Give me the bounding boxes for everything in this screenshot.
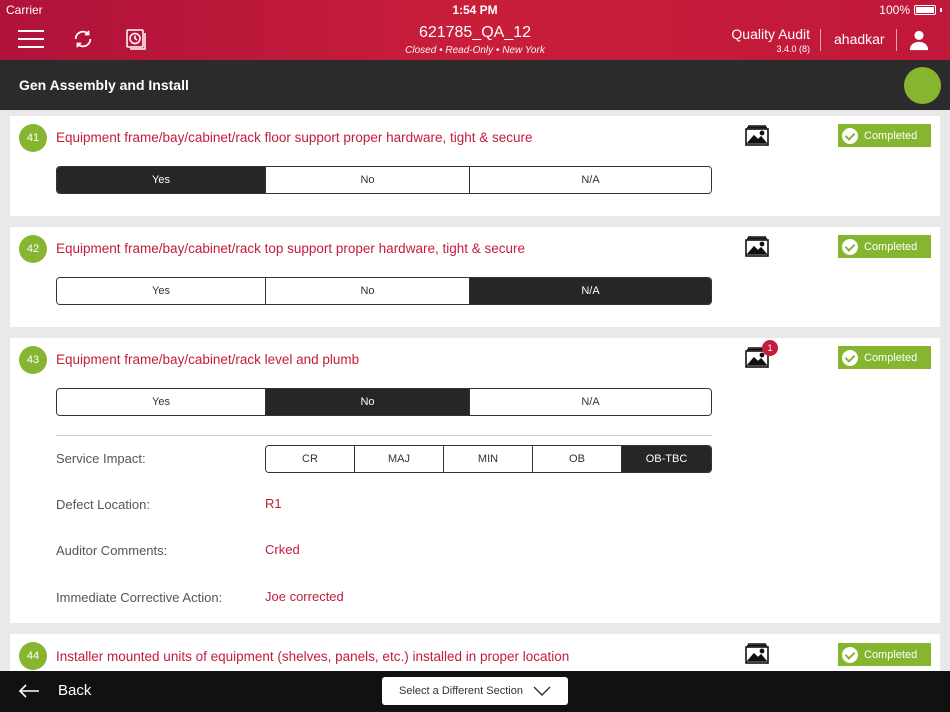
- app-info: [731, 26, 810, 54]
- defect-location-value[interactable]: R1: [265, 496, 282, 511]
- header-divider: [820, 29, 821, 51]
- answer-no[interactable]: No: [266, 389, 470, 415]
- answer-no[interactable]: No: [266, 167, 470, 193]
- question-number: 42: [19, 235, 47, 263]
- section-select-button[interactable]: [382, 677, 568, 705]
- impact-cr[interactable]: CR: [266, 446, 355, 472]
- status-label: Completed: [864, 351, 918, 364]
- arrow-left-icon: [18, 684, 40, 698]
- question-card: [10, 227, 940, 327]
- bottom-bar: [0, 671, 950, 712]
- service-impact-label: Service Impact:: [56, 451, 146, 466]
- battery-indicator: [879, 3, 942, 17]
- app-version: 3.4.0 (8): [776, 44, 810, 54]
- answer-yes[interactable]: Yes: [57, 167, 266, 193]
- chevron-down-icon: [533, 686, 551, 696]
- impact-ob-tbc[interactable]: OB-TBC: [622, 446, 711, 472]
- answer-yes[interactable]: Yes: [57, 278, 266, 304]
- battery-tip: [940, 8, 942, 12]
- defect-location-label: Defect Location:: [56, 497, 150, 512]
- answer-yes[interactable]: Yes: [57, 389, 266, 415]
- question-text: Equipment frame/bay/cabinet/rack floor support proper hardware, tight & secure: [56, 130, 533, 145]
- service-impact-control: [265, 445, 712, 473]
- battery-percent: 100%: [879, 3, 910, 17]
- user-icon[interactable]: [908, 29, 930, 51]
- question-text: Equipment frame/bay/cabinet/rack top support proper hardware, tight & secure: [56, 241, 525, 256]
- check-icon: [842, 239, 858, 255]
- answer-na[interactable]: N/A: [470, 389, 711, 415]
- battery-icon: [914, 5, 936, 15]
- status-label: Completed: [864, 129, 918, 142]
- app-name: Quality Audit: [731, 26, 810, 42]
- question-card: [10, 634, 940, 671]
- username[interactable]: ahadkar: [834, 31, 885, 47]
- status-label: Completed: [864, 240, 918, 253]
- photo-icon[interactable]: [745, 642, 769, 664]
- top-bar: [0, 0, 950, 60]
- question-number: 44: [19, 642, 47, 670]
- check-icon: [842, 128, 858, 144]
- answer-na[interactable]: N/A: [470, 167, 711, 193]
- question-text: Equipment frame/bay/cabinet/rack level and plumb: [56, 352, 360, 367]
- photo-icon[interactable]: [745, 235, 769, 257]
- answer-na[interactable]: N/A: [470, 278, 711, 304]
- corrective-action-value[interactable]: Joe corrected: [265, 589, 344, 604]
- question-card: [10, 116, 940, 216]
- question-card: [10, 338, 940, 623]
- completed-badge: [838, 346, 931, 369]
- auditor-comments-value[interactable]: Crked: [265, 542, 300, 557]
- back-label: Back: [58, 682, 92, 699]
- section-status-dot[interactable]: [904, 67, 941, 104]
- impact-maj[interactable]: MAJ: [355, 446, 444, 472]
- answer-segmented-control: [56, 277, 712, 305]
- question-number: 41: [19, 124, 47, 152]
- question-number: 43: [19, 346, 47, 374]
- completed-badge: [838, 124, 931, 147]
- status-bar: [0, 0, 950, 20]
- answer-segmented-control: [56, 388, 712, 416]
- carrier-label: Carrier: [6, 3, 43, 17]
- status-label: Completed: [864, 648, 918, 661]
- section-select-label: Select a Different Section: [399, 685, 523, 697]
- back-button[interactable]: [18, 682, 91, 699]
- answer-segmented-control: [56, 166, 712, 194]
- photo-count-badge: 1: [762, 340, 778, 356]
- completed-badge: [838, 235, 931, 258]
- clock: 1:54 PM: [452, 3, 498, 17]
- check-icon: [842, 350, 858, 366]
- photo-icon[interactable]: [745, 124, 769, 146]
- details-divider: [56, 435, 712, 436]
- question-text: Installer mounted units of equipment (shelves, panels, etc.) installed in proper location: [56, 649, 570, 664]
- auditor-comments-label: Auditor Comments:: [56, 543, 168, 558]
- document-subtitle: Closed • Read-Only • New York: [405, 45, 545, 56]
- document-title: 621785_QA_12: [418, 24, 532, 41]
- answer-no[interactable]: No: [266, 278, 470, 304]
- check-icon: [842, 647, 858, 663]
- header-divider: [896, 29, 897, 51]
- corrective-action-label: Immediate Corrective Action:: [56, 590, 223, 605]
- section-title: Gen Assembly and Install: [19, 77, 189, 93]
- impact-ob[interactable]: OB: [533, 446, 622, 472]
- section-header: [0, 60, 950, 110]
- completed-badge: [838, 643, 931, 666]
- impact-min[interactable]: MIN: [444, 446, 533, 472]
